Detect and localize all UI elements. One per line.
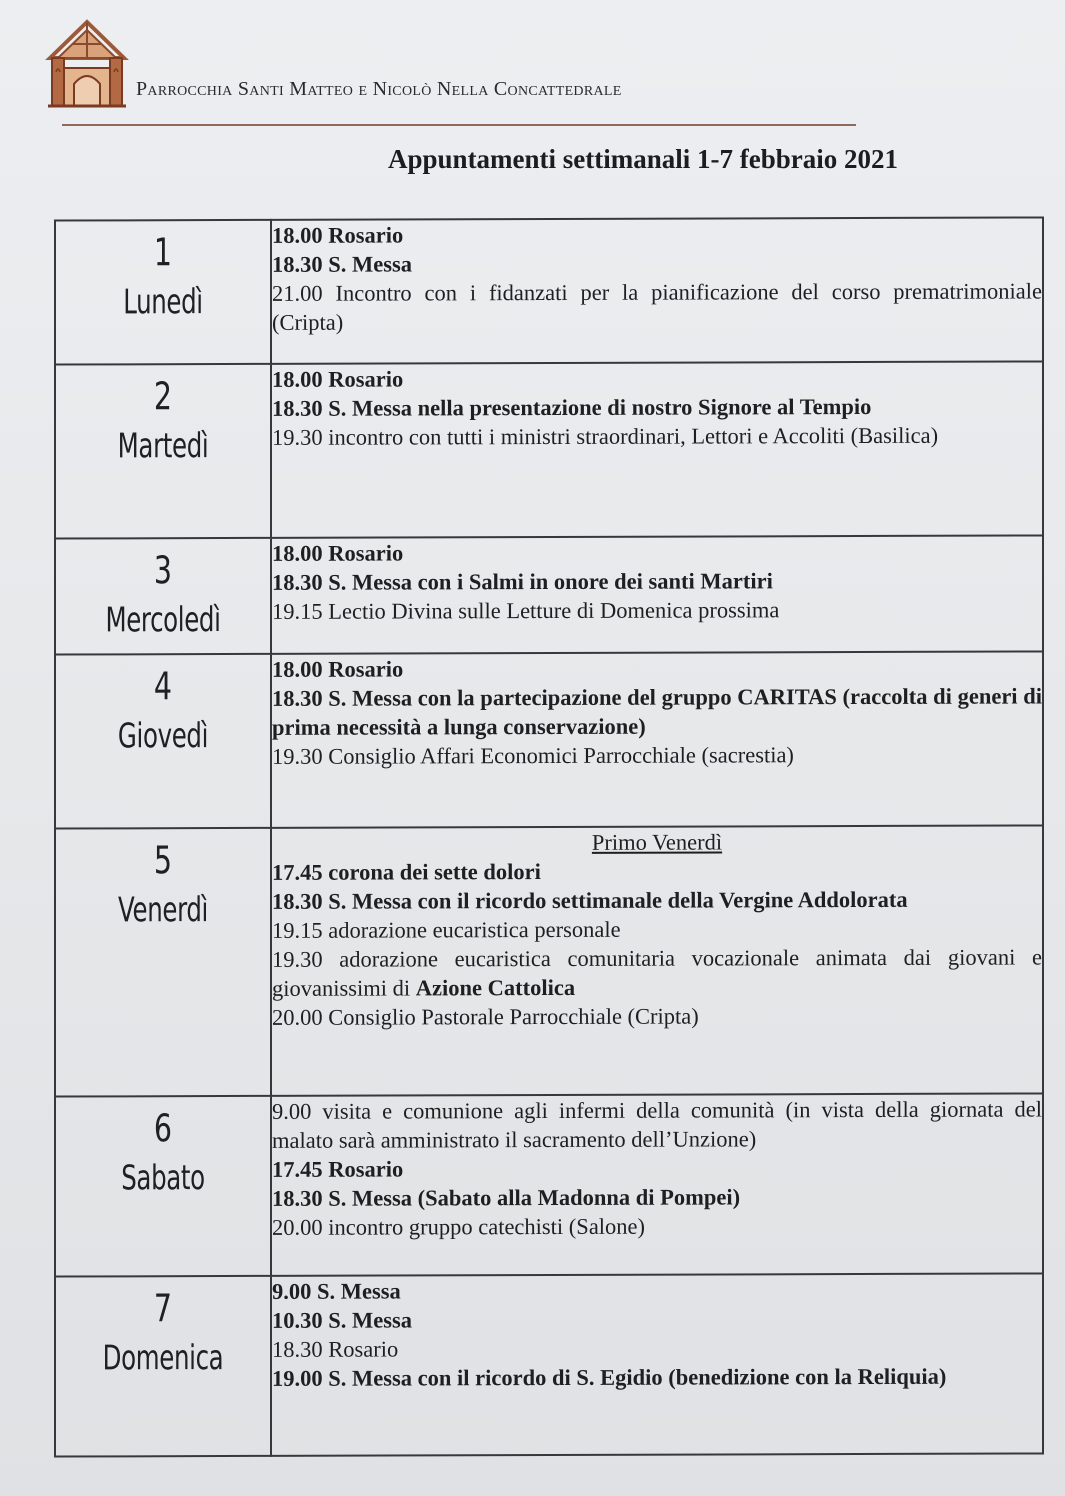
schedule-row-giovedi <box>55 651 1043 828</box>
day-number: 4 <box>153 664 173 709</box>
event-line: 18.30 Rosario <box>272 1336 399 1362</box>
event-line: 20.00 incontro gruppo catechisti (Salone) <box>272 1213 646 1240</box>
event-line: 18.00 Rosario <box>272 540 404 566</box>
event-line: 9.00 visita e comunione agli infermi della comunità (in vista della giornata del malato sarà amministrato il sacramento dell’Unzione) <box>272 1096 1042 1153</box>
day-name: Giovedì <box>117 716 209 757</box>
event-line: 18.30 S. Messa <box>272 251 412 277</box>
day-name: Domenica <box>102 1338 224 1379</box>
events-cell <box>271 651 1043 827</box>
schedule-row-domenica <box>55 1273 1043 1456</box>
schedule-row-martedi <box>55 361 1043 538</box>
weekly-schedule-table <box>54 216 1044 1457</box>
event-line: 20.00 Consiglio Pastorale Parrocchiale (Cripta) <box>272 1003 699 1030</box>
event-line: 17.45 Rosario <box>272 1156 404 1182</box>
event-line: 9.00 S. Messa <box>272 1278 401 1304</box>
page-title: Appuntamenti settimanali 1-7 febbraio 2021 <box>388 144 899 174</box>
day-cell <box>55 1276 271 1457</box>
event-line: 19.30 Consiglio Affari Economici Parrocchiale (sacrestia) <box>272 742 794 769</box>
day-number: 6 <box>153 1106 173 1151</box>
events-cell <box>271 217 1043 363</box>
day-cell <box>55 538 271 655</box>
day-cell <box>55 654 271 829</box>
day-name: Mercoledì <box>105 600 221 641</box>
day-number: 3 <box>153 548 173 593</box>
events-cell <box>271 1273 1043 1455</box>
day-number: 2 <box>153 374 173 419</box>
event-line: 18.30 S. Messa con i Salmi in onore dei santi Martiri <box>272 568 773 595</box>
day-cell <box>55 828 271 1097</box>
event-text: 19.30 adorazione eucaristica comunitaria vocazionale animata dai giovani e giovanissimi di <box>272 944 1042 1001</box>
schedule-row-mercoledi <box>55 535 1043 654</box>
events-cell <box>271 535 1043 653</box>
event-line: 10.30 S. Messa <box>272 1307 412 1333</box>
event-line: 19.15 adorazione eucaristica personale <box>272 916 621 943</box>
event-line <box>272 942 1042 1002</box>
event-line: 18.30 S. Messa (Sabato alla Madonna di Pompei) <box>272 1184 741 1211</box>
events-cell <box>271 1093 1043 1275</box>
event-emphasis: Azione Cattolica <box>415 974 576 1001</box>
event-line: 18.00 Rosario <box>272 656 404 682</box>
day-cell <box>55 364 271 539</box>
schedule-row-sabato <box>55 1093 1043 1276</box>
event-line: 19.30 incontro con tutti i ministri straordinari, Lettori e Accoliti (Basilica) <box>272 422 939 450</box>
church-logo-icon <box>44 18 130 110</box>
event-line: 18.30 S. Messa con la partecipazione del gruppo CARITAS (raccolta di generi di prima necessità a lunga conservazione) <box>272 683 1042 740</box>
event-line: 21.00 Incontro con i fidanzati per la pianificazione del corso prematrimoniale (Cripta) <box>272 278 1042 335</box>
event-line: 19.00 S. Messa con il ricordo di S. Egidio (benedizione con la Reliquia) <box>272 1363 947 1391</box>
schedule-row-venerdi <box>55 825 1043 1096</box>
event-line: 18.00 Rosario <box>272 222 404 248</box>
day-number: 5 <box>153 838 173 883</box>
day-cell <box>55 220 271 365</box>
day-number: 1 <box>153 230 173 275</box>
day-subtitle: Primo Venerdì <box>591 829 723 855</box>
day-number: 7 <box>153 1286 173 1331</box>
day-cell <box>55 1096 271 1277</box>
header-divider <box>62 124 856 126</box>
day-name: Martedì <box>117 426 209 467</box>
day-name: Venerdì <box>118 890 208 931</box>
schedule-row-lunedi <box>55 217 1043 364</box>
day-name: Sabato <box>121 1158 205 1199</box>
event-line: 18.30 S. Messa nella presentazione di nostro Signore al Tempio <box>272 393 872 421</box>
event-line: 19.15 Lectio Divina sulle Letture di Domenica prossima <box>272 597 780 624</box>
event-line: 17.45 corona dei sette dolori <box>272 859 541 885</box>
events-cell <box>271 825 1043 1095</box>
event-line: 18.00 Rosario <box>272 366 404 392</box>
parish-name: Parrocchia Santi Matteo e Nicolò Nella Concattedrale <box>136 78 622 100</box>
event-line: 18.30 S. Messa con il ricordo settimanale della Vergine Addolorata <box>272 886 908 914</box>
events-cell <box>271 361 1043 537</box>
day-name: Lunedì <box>123 282 203 323</box>
